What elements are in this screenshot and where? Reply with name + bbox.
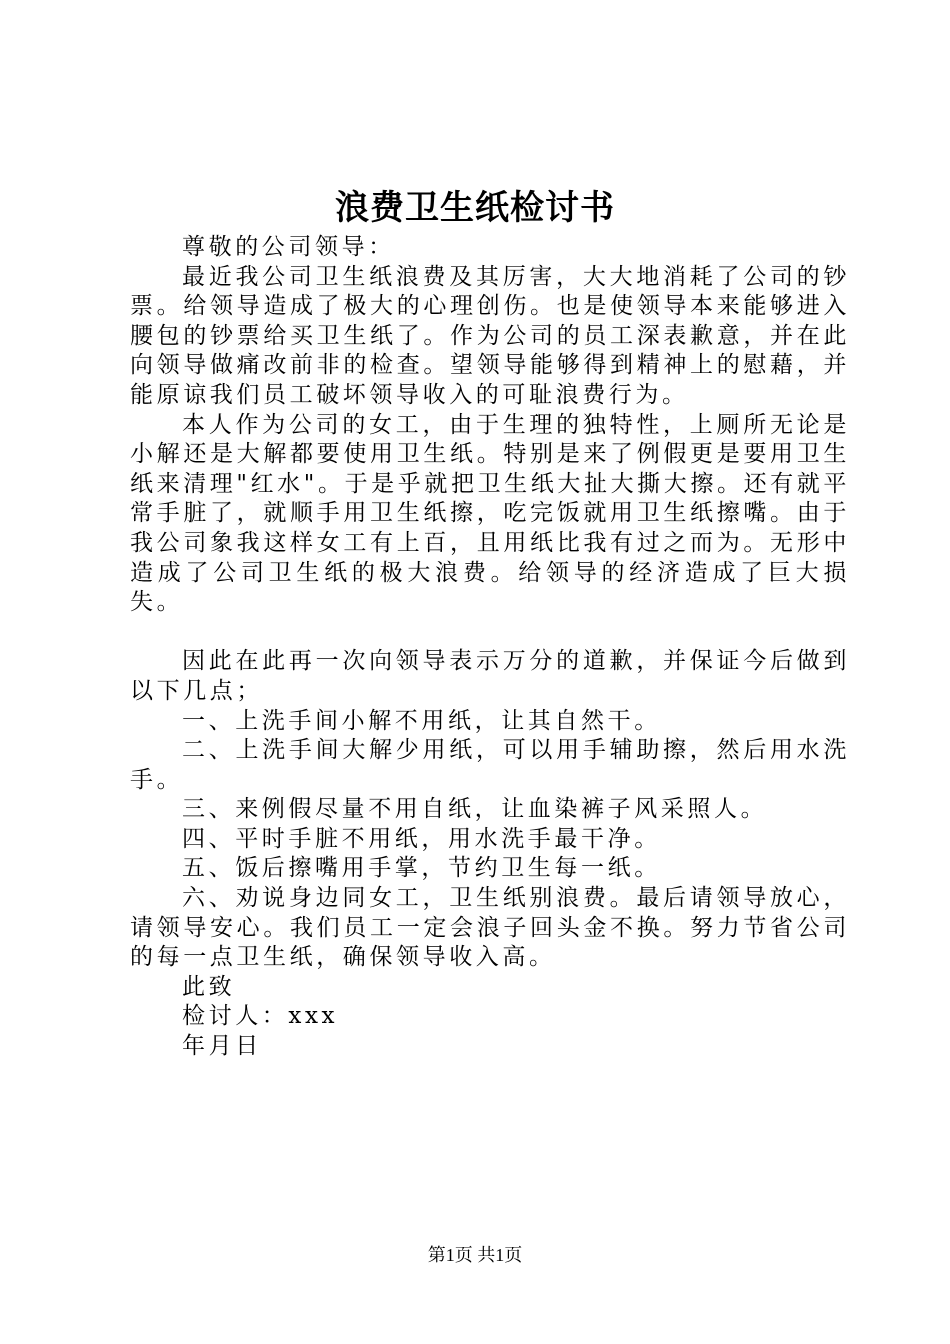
- point-6: 六、劝说身边同女工，卫生纸别浪费。最后请领导放心，请领导安心。我们员工一定会浪子回头金不换。努力节省公司的每一点卫生纸，确保领导收入高。: [130, 885, 850, 971]
- signature: 检讨人：xxx: [182, 1003, 339, 1030]
- document-title: 浪费卫生纸检讨书: [335, 188, 615, 228]
- point-2: 二、上洗手间大解少用纸，可以用手辅助擦，然后用水洗手。: [130, 737, 850, 793]
- closing: 此致: [182, 973, 236, 1000]
- salutation: 尊敬的公司领导：: [182, 234, 395, 260]
- point-3: 三、来例假尽量不用自纸，让血染裤子风采照人。: [182, 796, 768, 823]
- point-4: 四、平时手脏不用纸，用水洗手最干净。: [182, 825, 661, 852]
- paragraph-3: 因此在此再一次向领导表示万分的道歉，并保证今后做到以下几点；: [130, 648, 850, 704]
- page-footer: 第1页 共1页: [427, 1245, 523, 1265]
- date-line: 年月日: [182, 1033, 262, 1060]
- point-5: 五、饭后擦嘴用手掌，节约卫生每一纸。: [182, 855, 661, 882]
- document-body: [130, 233, 850, 1062]
- paragraph-gap: [130, 618, 850, 648]
- point-1: 一、上洗手间小解不用纸，让其自然干。: [182, 707, 661, 734]
- paragraph-2: 本人作为公司的女工，由于生理的独特性，上厕所无论是小解还是大解都要使用卫生纸。特别是来了例假更是要用卫生纸来清理"红水"。于是乎就把卫生纸大扯大撕大擦。还有就平常手脏了，就顺手用卫生纸擦，吃完饭就用卫生纸擦嘴。由于我公司象我这样女工有上百，且用纸比我有过之而为。无形中造成了公司卫生纸的极大浪费。给领导的经济造成了巨大损失。: [130, 411, 850, 616]
- paragraph-1: 最近我公司卫生纸浪费及其厉害，大大地消耗了公司的钞票。给领导造成了极大的心理创伤。也是使领导本来能够进入腰包的钞票给买卫生纸了。作为公司的员工深表歉意，并在此向领导做痛改前非的检查。望领导能够得到精神上的慰藉，并能原谅我们员工破坏领导收入的可耻浪费行为。: [130, 263, 850, 408]
